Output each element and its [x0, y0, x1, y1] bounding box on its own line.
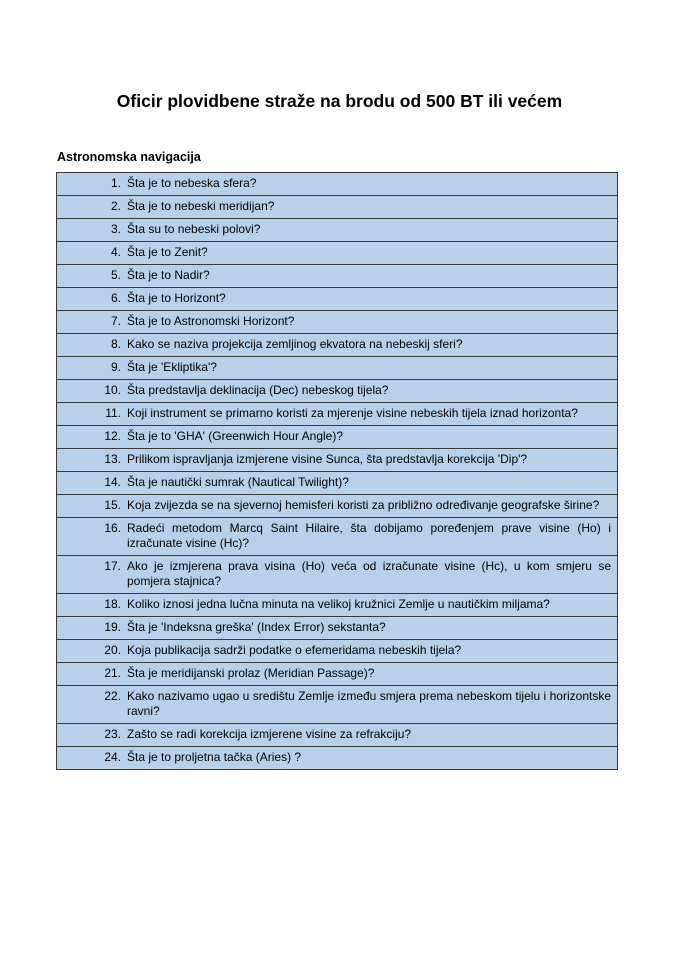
- question-number: 16.: [57, 518, 128, 556]
- question-number: 18.: [57, 594, 128, 617]
- question-text: Koji instrument se primarno koristi za mjerenje visine nebeskih tijela iznad horizonta?: [127, 403, 618, 426]
- question-row: [57, 724, 618, 747]
- question-text: Šta je to Astronomski Horizont?: [127, 311, 618, 334]
- question-text: Šta je meridijanski prolaz (Meridian Passage)?: [127, 663, 618, 686]
- question-text: Šta je to proljetna tačka (Aries) ?: [127, 747, 618, 770]
- question-number: 23.: [57, 724, 128, 747]
- question-number: 5.: [57, 265, 128, 288]
- question-text: Šta je to 'GHA' (Greenwich Hour Angle)?: [127, 426, 618, 449]
- question-text: Zašto se radi korekcija izmjerene visine za refrakciju?: [127, 724, 618, 747]
- question-number: 3.: [57, 219, 128, 242]
- question-row: [57, 403, 618, 426]
- question-text: Šta predstavlja deklinacija (Dec) nebeskog tijela?: [127, 380, 618, 403]
- question-row: [57, 357, 618, 380]
- question-row: [57, 556, 618, 594]
- question-number: 20.: [57, 640, 128, 663]
- question-text: Ako je izmjerena prava visina (Ho) veća od izračunate visine (Hc), u kom smjeru se pomjera stajnica?: [127, 556, 618, 594]
- question-text: Šta je to nebeski meridijan?: [127, 196, 618, 219]
- questions-table: [56, 172, 618, 770]
- question-row: [57, 472, 618, 495]
- question-row: [57, 288, 618, 311]
- document-title: Oficir plovidbene straže na brodu od 500 BT ili većem: [116, 91, 563, 111]
- question-number: 11.: [57, 403, 128, 426]
- question-number: 1.: [57, 173, 128, 196]
- question-row: [57, 196, 618, 219]
- question-text: Šta je to Horizont?: [127, 288, 618, 311]
- question-text: Koliko iznosi jedna lučna minuta na velikoj kružnici Zemlje u nautičkim miljama?: [127, 594, 618, 617]
- question-text: Šta su to nebeski polovi?: [127, 219, 618, 242]
- question-row: [57, 242, 618, 265]
- question-number: 6.: [57, 288, 128, 311]
- question-number: 10.: [57, 380, 128, 403]
- question-text: Šta je to Zenit?: [127, 242, 618, 265]
- question-row: [57, 747, 618, 770]
- question-row: [57, 311, 618, 334]
- question-text: Radeći metodom Marcq Saint Hilaire, šta dobijamo poređenjem prave visine (Ho) i izračunate visine (Hc)?: [127, 518, 618, 556]
- question-number: 14.: [57, 472, 128, 495]
- question-number: 4.: [57, 242, 128, 265]
- question-row: [57, 173, 618, 196]
- question-number: 12.: [57, 426, 128, 449]
- question-text: Šta je 'Indeksna greška' (Index Error) sekstanta?: [127, 617, 618, 640]
- question-row: [57, 663, 618, 686]
- question-number: 24.: [57, 747, 128, 770]
- question-text: Koja publikacija sadrži podatke o efemeridama nebeskih tijela?: [127, 640, 618, 663]
- question-row: [57, 426, 618, 449]
- question-number: 21.: [57, 663, 128, 686]
- question-row: [57, 380, 618, 403]
- question-number: 2.: [57, 196, 128, 219]
- question-number: 13.: [57, 449, 128, 472]
- question-text: Šta je nautički sumrak (Nautical Twilight)?: [127, 472, 618, 495]
- questions-table-body: [57, 173, 618, 770]
- question-row: [57, 265, 618, 288]
- question-row: [57, 594, 618, 617]
- question-number: 8.: [57, 334, 128, 357]
- question-row: [57, 219, 618, 242]
- question-text: Šta je to Nadir?: [127, 265, 618, 288]
- question-row: [57, 686, 618, 724]
- question-row: [57, 640, 618, 663]
- question-text: Šta je to nebeska sfera?: [127, 173, 618, 196]
- question-text: Šta je 'Ekliptika'?: [127, 357, 618, 380]
- question-row: [57, 518, 618, 556]
- question-row: [57, 617, 618, 640]
- question-number: 17.: [57, 556, 128, 594]
- question-row: [57, 449, 618, 472]
- question-text: Kako nazivamo ugao u središtu Zemlje između smjera prema nebeskom tijelu i horizontske ravni?: [127, 686, 618, 724]
- question-number: 7.: [57, 311, 128, 334]
- question-text: Prilikom ispravljanja izmjerene visine Sunca, šta predstavlja korekcija 'Dip'?: [127, 449, 618, 472]
- question-number: 19.: [57, 617, 128, 640]
- question-number: 22.: [57, 686, 128, 724]
- question-row: [57, 334, 618, 357]
- question-text: Koja zvijezda se na sjevernoj hemisferi koristi za približno određivanje geografske širine?: [127, 495, 618, 518]
- question-number: 15.: [57, 495, 128, 518]
- section-heading: Astronomska navigacija: [57, 150, 201, 164]
- question-row: [57, 495, 618, 518]
- question-text: Kako se naziva projekcija zemljinog ekvatora na nebeskij sferi?: [127, 334, 618, 357]
- question-number: 9.: [57, 357, 128, 380]
